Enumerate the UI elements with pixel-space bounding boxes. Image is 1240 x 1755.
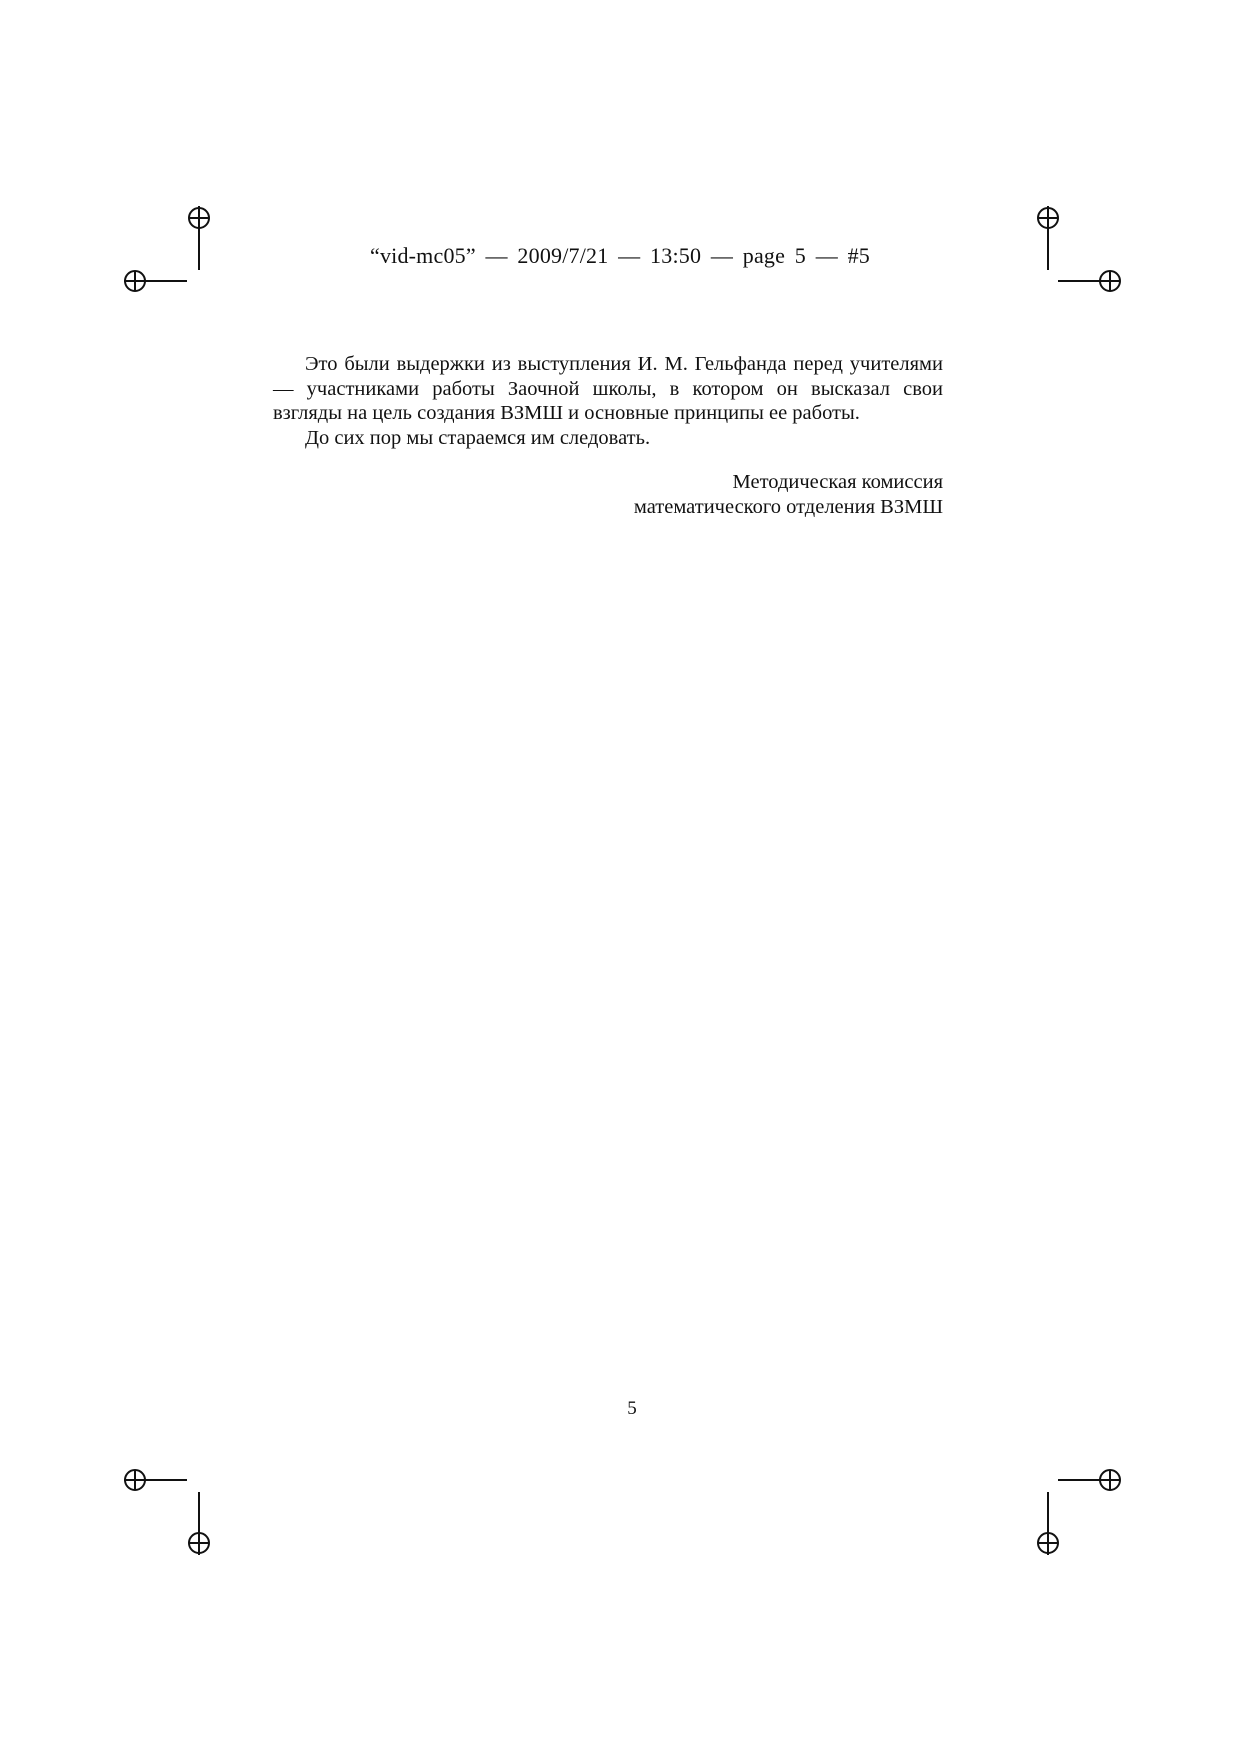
- paragraph-follow: До сих пор мы стараемся им следовать.: [305, 426, 651, 449]
- main-text: [273, 352, 943, 520]
- signature-block: [273, 470, 943, 520]
- paragraph-gelfand-quote: Это были выдержки из выступления И. М. Гельфанда перед учителями — участниками работы Заочной школы, в котором он высказал свои взгляды на цель создания ВЗМШ и основные принципы ее работы.: [273, 353, 943, 424]
- crop-mark-bottom-left: [124, 1470, 209, 1555]
- crop-mark-bottom-right: [1038, 1470, 1120, 1555]
- signature-line-commission: Методическая комиссия: [732, 471, 943, 493]
- page-number: 5: [627, 1398, 637, 1419]
- signature-line-department: математического отделения ВЗМШ: [633, 496, 943, 518]
- page-header: “vid-mc05” — 2009/7/21 — 13:50 — page 5 — #5: [369, 243, 870, 268]
